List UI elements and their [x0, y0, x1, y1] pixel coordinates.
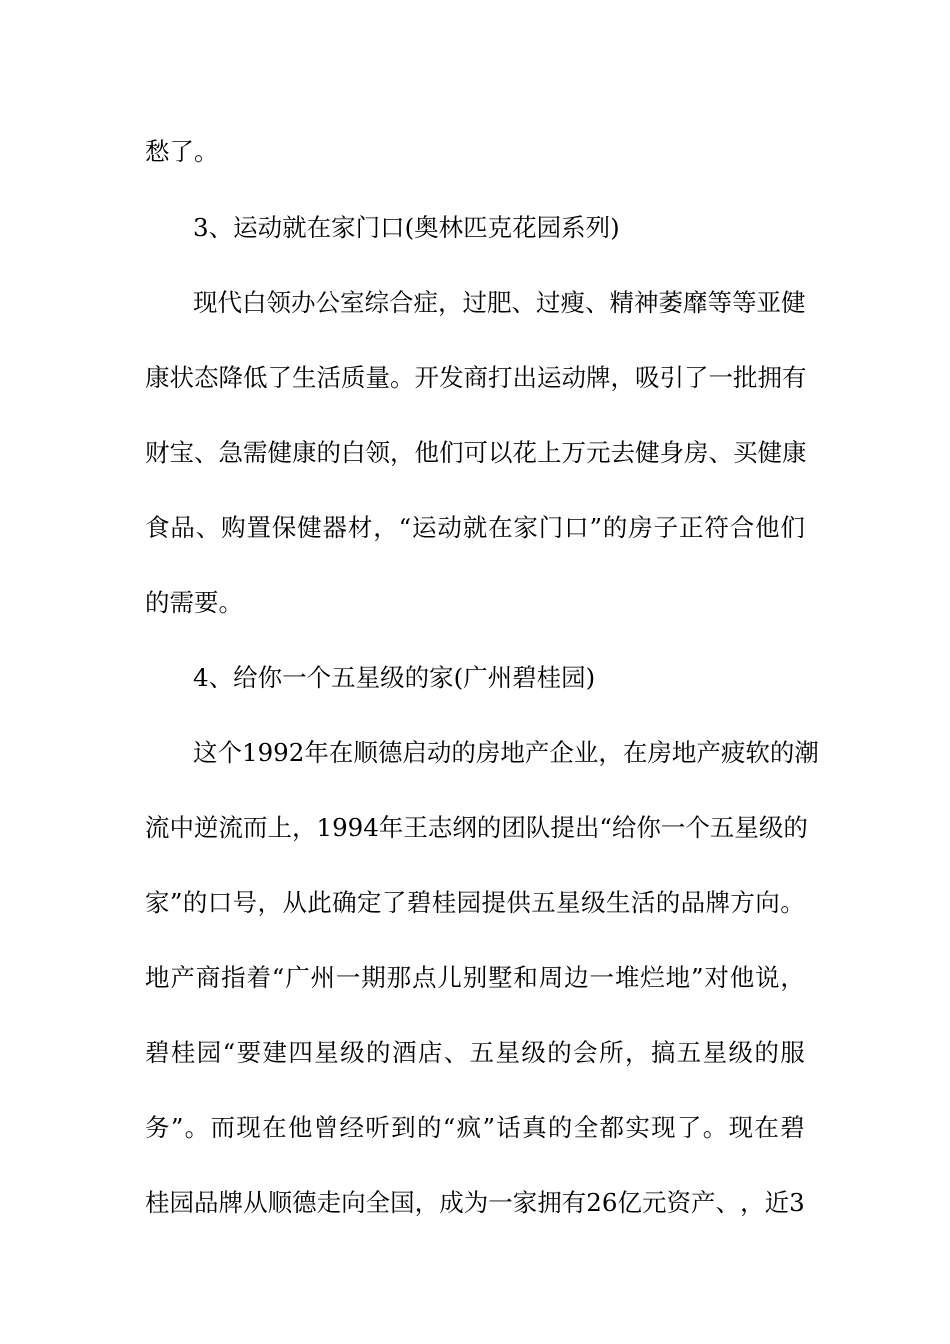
text-line: 桂 园 品 牌 从 顺 德 走 向 全 国 ， 成 为 一 家 拥 有 26 亿 元 资 产 、 ， 近 3: [145, 1188, 805, 1217]
text-line: 碧 桂 园 “ 要 建 四 星 级 的 酒 店 、 五 星 级 的 会 所 ， 搞 五 星 级 的 服: [145, 1038, 805, 1067]
text-line: 家 ” 的 口 号 ， 从 此 确 定 了 碧 桂 园 提 供 五 星 级 生 活 的 品 牌 方 向 。: [145, 888, 805, 917]
text-line: 康 状 态 降 低 了 生 活 质 量 。 开 发 商 打 出 运 动 牌 ， 吸 引 了 一 批 拥 有: [145, 363, 807, 392]
text-line: 食 品 、 购 置 保 健 器 材 ， “ 运 动 就 在 家 门 口 ” 的 房 子 正 符 合 他 们: [145, 513, 805, 542]
text-line: 的需要。: [145, 588, 243, 617]
text-line: 流 中 逆 流 而 上 ， 1994 年 王 志 纲 的 团 队 提 出 “ 给 你 一 个 五 星 级 的: [145, 813, 808, 842]
text-line: 4、给你一个五星级的家(广州碧桂园): [193, 663, 596, 692]
text-line: 务 ” 。 而 现 在 他 曾 经 听 到 的 “ 疯 ” 话 真 的 全 都 实 现 了 。 现 在 碧: [145, 1113, 805, 1142]
text-line: 地 产 商 指 着 “ 广 州 一 期 那 点 儿 别 墅 和 周 边 一 堆 烂 地 ” 对 他 说 ，: [145, 963, 805, 992]
text-line: 这 个 1992 年 在 顺 德 启 动 的 房 地 产 企 业 ， 在 房 地 产 疲 软 的 潮: [193, 738, 819, 767]
text-line: 财 宝 、 急 需 健 康 的 白 领 ， 他 们 可 以 花 上 万 元 去 健 身 房 、 买 健 康: [145, 438, 807, 467]
text-line: 3、运动就在家门口(奥林匹克花园系列): [193, 213, 620, 242]
text-line: 现 代 白 领 办 公 室 综 合 症 ， 过 肥 、 过 瘦 、 精 神 萎 靡 等 等 亚 健: [193, 288, 806, 317]
text-line: 愁了。: [145, 137, 219, 166]
